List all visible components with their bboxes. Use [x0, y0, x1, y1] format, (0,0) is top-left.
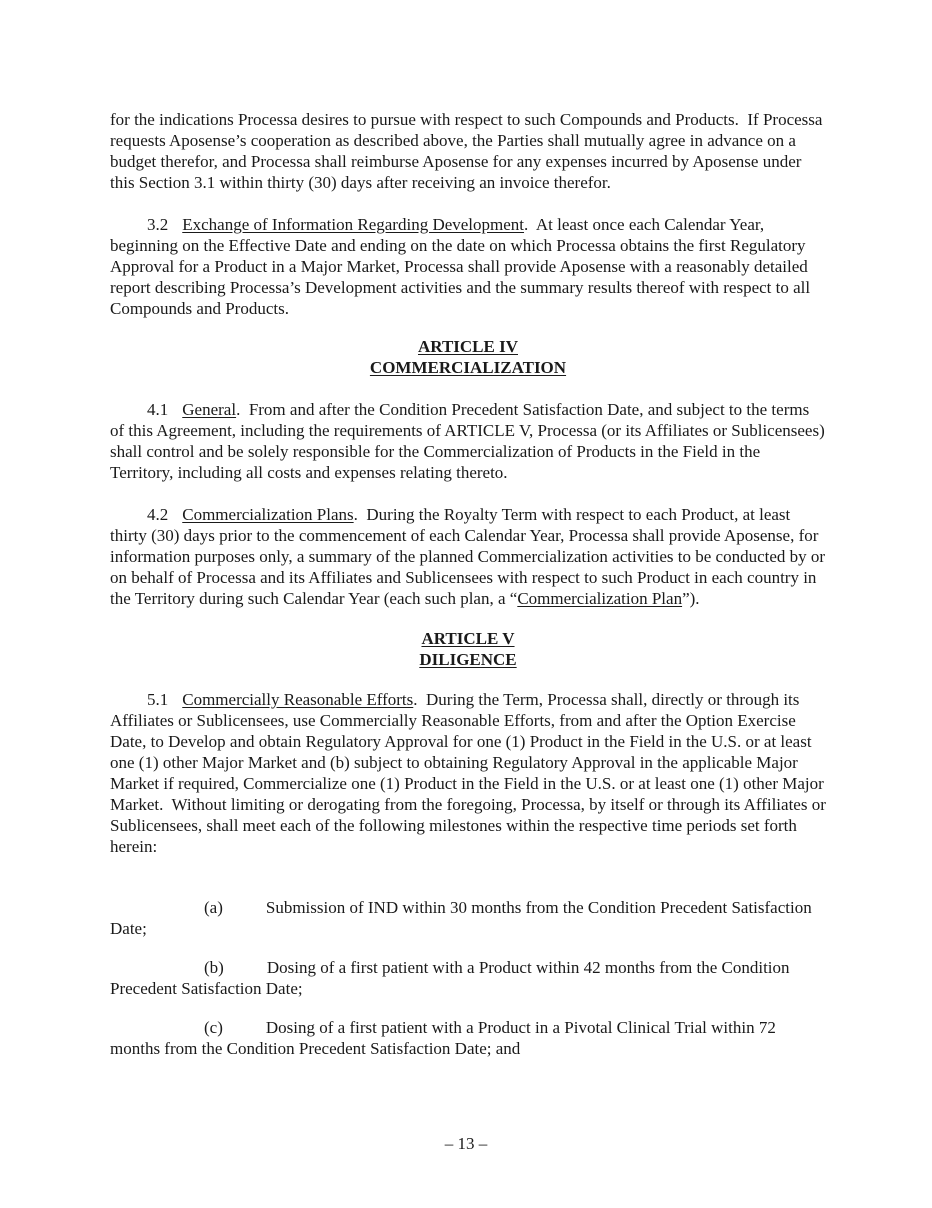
section-5-1-body: . During the Term, Processa shall, directly or through its Affiliates or Sublicensees, use Commercially Reasonable Efforts, from and after the Option Exercise Date, to Develop and obtain Regulatory Approval for one (1) Product in the Field in the U.S. or at least one (1) other Major Market and (b) subject to obtaining Regulatory Approval in the applicable Major Market if required, Commercialize one (1) Product in the Field in the U.S. or at least one (1) other Major Market. Without limiting or derogating from the foregoing, Processa, by itself or through its Affiliates or Sublicensees, shall meet each of the following milestones within the respective time periods set forth herein:: [110, 690, 831, 856]
section-4-2-number: 4.2: [147, 505, 169, 524]
section-5-1-number: 5.1: [147, 690, 169, 709]
section-4-2-paragraph: [110, 504, 830, 609]
section-4-1-body: . From and after the Condition Precedent Satisfaction Date, and subject to the terms of this Agreement, including the requirements of ARTICLE V, Processa (or its Affiliates or Sublicensees) shall control and be solely responsible for the Commercialization of Products in the Field in the Territory, including all costs and expenses relating thereto.: [110, 400, 829, 482]
section-4-1-number: 4.1: [147, 400, 169, 419]
milestone-a-paragraph: [110, 897, 826, 939]
section-4-2-body-after: ”).: [682, 589, 700, 608]
section-4-1-paragraph: [110, 399, 829, 483]
milestone-a-number: (a): [204, 898, 223, 917]
article-4-label: ARTICLE IV: [417, 337, 518, 356]
milestone-b-paragraph: [110, 957, 826, 999]
milestone-c-body: Dosing of a first patient with a Product in a Pivotal Clinical Trial within 72 months from the Condition Precedent Satisfaction Date; and: [110, 1018, 781, 1058]
section-3-2-title: Exchange of Information Regarding Development: [182, 215, 525, 234]
defined-term-commercialization-plan: Commercialization Plan: [517, 589, 683, 608]
section-3-2-number: 3.2: [147, 215, 169, 234]
milestone-b-number: (b): [204, 958, 224, 977]
section-4-2-body-before: . During the Royalty Term with respect to each Product, at least thirty (30) days prior to the commencement of each Calendar Year, Processa shall provide Aposense, for information purposes only, a summary of the planned Commercialization activities to be conducted by or on behalf of Processa and its Affiliates and Sublicensees with respect to such Product in each country in the Territory during such Calendar Year (each such plan, a “: [110, 505, 830, 608]
milestone-a-body: Submission of IND within 30 months from the Condition Precedent Satisfaction Date;: [110, 898, 816, 938]
section-3-2-body: . At least once each Calendar Year, beginning on the Effective Date and ending on the date on which Processa obtains the first Regulatory Approval for a Product in a Major Market, Processa shall provide Aposense with a reasonably detailed report describing Processa’s Development activities and the summary results thereof with respect to all Compounds and Products.: [110, 215, 815, 318]
document-content: [110, 109, 831, 1059]
milestone-b-body: Dosing of a first patient with a Product within 42 months from the Condition Precedent Satisfaction Date;: [110, 958, 794, 998]
article-4-title: COMMERCIALIZATION: [369, 358, 567, 377]
article-4-heading: [110, 336, 826, 378]
section-4-2-title: Commercialization Plans: [182, 505, 354, 524]
section-4-1-title: General: [182, 400, 237, 419]
section-5-1-title: Commercially Reasonable Efforts: [182, 690, 414, 709]
article-5-label: ARTICLE V: [421, 629, 515, 648]
article-5-heading: [110, 628, 826, 670]
milestone-c-paragraph: [110, 1017, 826, 1059]
intro-paragraph: for the indications Processa desires to pursue with respect to such Compounds and Products. If Processa requests Aposense’s cooperation as described above, the Parties shall mutually agree in advance on a budget therefor, and Processa shall reimburse Aposense for any expenses incurred by Aposense under this Section 3.1 within thirty (30) days after receiving an invoice therefor.: [110, 110, 827, 192]
milestone-c-number: (c): [204, 1018, 223, 1037]
article-5-title: DILIGENCE: [419, 650, 517, 669]
section-3-2-paragraph: [110, 214, 826, 319]
section-5-1-paragraph: [110, 689, 831, 857]
page-number: – 13 –: [444, 1134, 488, 1153]
